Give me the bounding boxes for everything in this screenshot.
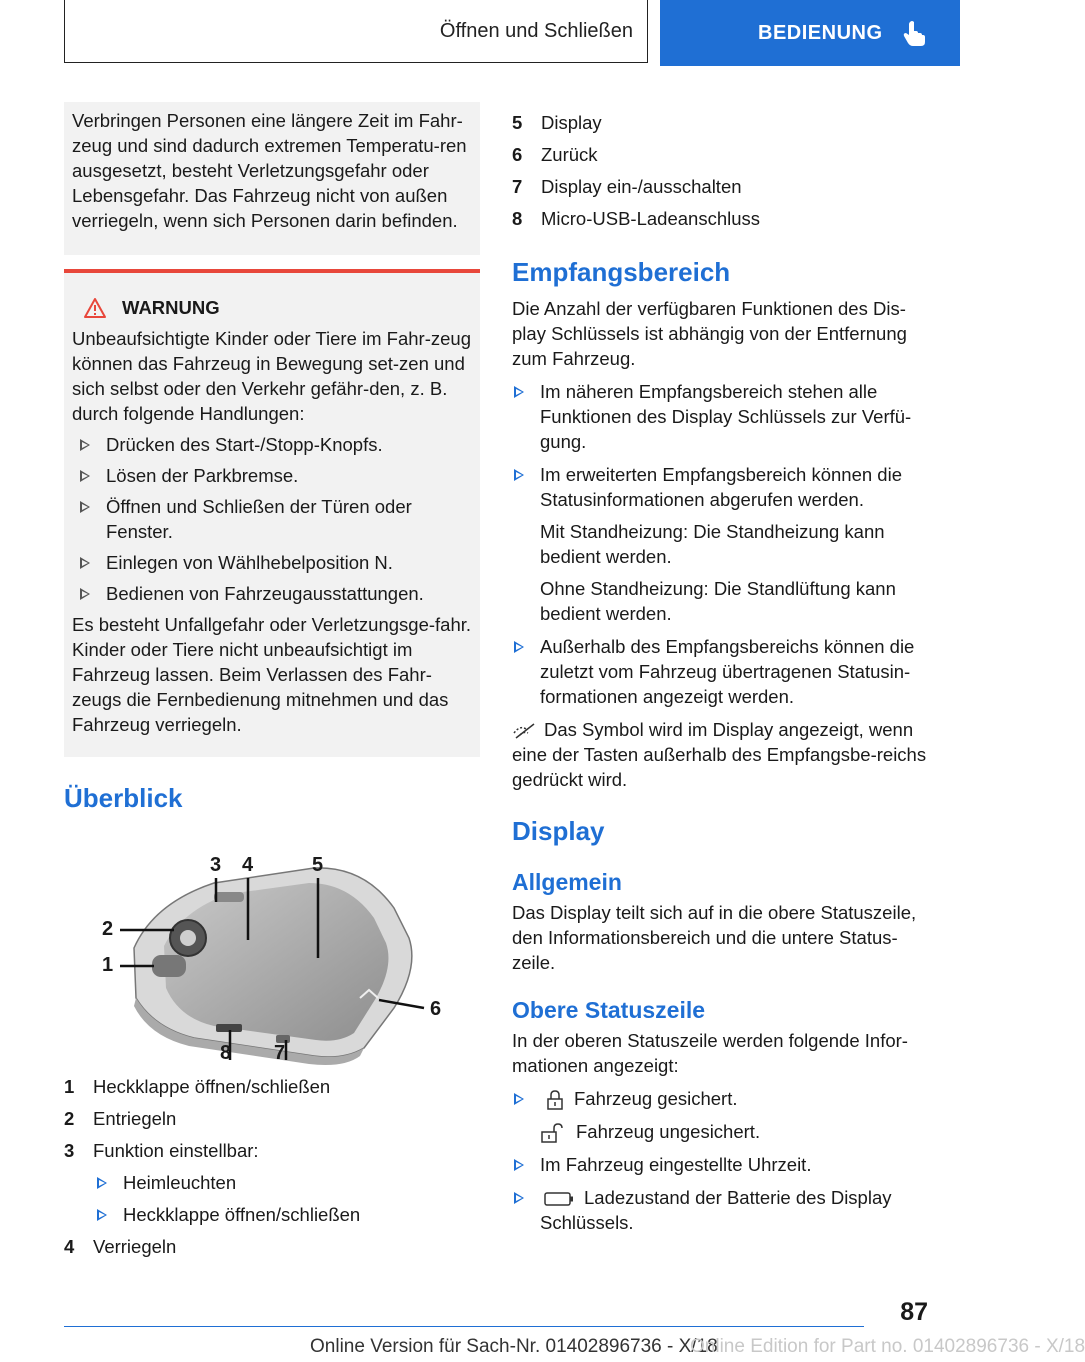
list-item: 3 Funktion einstellbar:	[64, 1140, 259, 1161]
lock-open-icon	[540, 1123, 564, 1143]
bullet-triangle-icon	[514, 1192, 524, 1204]
bullet-triangle-icon	[80, 439, 90, 451]
callout-1: 1	[102, 954, 114, 976]
list-item: Ladezustand der Batterie des Display Schlüssels.	[512, 1185, 932, 1235]
lock-closed-icon	[546, 1090, 564, 1110]
warning-title-text: WARNUNG	[122, 297, 220, 318]
general-text: Das Display teilt sich auf in die obere Statuszeile, den Informationsbereich und die untere Status-zeile.	[512, 902, 917, 973]
display-key-figure	[64, 828, 480, 1066]
list-item: 8 Micro-USB-Ladeanschluss	[512, 208, 761, 229]
list-item: Heimleuchten	[93, 1170, 480, 1195]
intro-note-box	[64, 102, 480, 255]
footer-online-version: Online Version für Sach-Nr. 01402896736 - X/18	[310, 1336, 718, 1357]
list-item: 1 Heckklappe öffnen/schließen	[64, 1076, 331, 1097]
warning-list	[72, 432, 472, 606]
chapter-tab	[660, 0, 960, 66]
list-item: Im erweiterten Empfangsbereich können die Statusinformationen abgerufen werden. Mit Standheizung: Die Standheizung kann bedient werden. Ohne Standheizung: Die Standlüftung kann bedient werden.	[512, 462, 932, 626]
bullet-triangle-icon	[514, 1093, 524, 1105]
battery-icon	[544, 1192, 574, 1206]
bullet-triangle-icon	[514, 469, 524, 481]
upper-status-heading: Obere Statuszeile	[512, 997, 706, 1023]
list-item: 4 Verriegeln	[64, 1236, 177, 1257]
bullet-triangle-icon	[514, 1159, 524, 1171]
warning-box	[64, 269, 480, 757]
chapter-title: BEDIENUNG	[758, 21, 883, 44]
warning-title	[72, 295, 472, 320]
display-heading: Display	[512, 816, 605, 846]
warning-text: Unbeaufsichtigte Kinder oder Tiere im Fahr-zeug können das Fahrzeug in Bewegung set-zen und sich selbst oder den Verkehr gefähr-den, z. B. durch folgende Handlungen:	[72, 328, 471, 424]
bullet-triangle-icon	[97, 1209, 107, 1221]
parts-list-right	[512, 110, 932, 231]
callout-5: 5	[312, 854, 324, 876]
unlocked-row: Fahrzeug ungesichert.	[540, 1119, 932, 1144]
list-item: Fahrzeug gesichert. Fahrzeug ungesichert.	[512, 1086, 932, 1144]
callout-4: 4	[242, 854, 254, 876]
list-item: Außerhalb des Empfangsbereichs können die zuletzt vom Fahrzeug übertragenen Statusin-formationen angezeigt werden.	[512, 634, 932, 709]
list-item: Bedienen von Fahrzeugausstattungen.	[72, 581, 472, 606]
intro-note-text: Verbringen Personen eine längere Zeit im Fahr-zeug und sind dadurch extremen Temperatu-ren ausgesetzt, besteht Verletzungsgefahr oder Lebensgefahr. Das Fahrzeug nicht von außen verriegeln, wenn sich Personen darin befinden.	[72, 110, 467, 231]
list-item: Lösen der Parkbremse.	[72, 463, 472, 488]
part3-sub-list	[93, 1170, 480, 1227]
list-item: 7 Display ein-/ausschalten	[512, 176, 742, 197]
status-list	[512, 1086, 932, 1235]
warning-triangle-icon	[84, 298, 106, 318]
footer-watermark: Online Edition for Part no. 01402896736 - X/18	[690, 1336, 1085, 1357]
list-item: Öffnen und Schließen der Türen oder Fenster.	[72, 494, 472, 544]
list-item: Einlegen von Wählhebelposition N.	[72, 550, 472, 575]
overview-heading: Überblick	[64, 783, 183, 813]
reception-list	[512, 379, 932, 709]
reception-intro: Die Anzahl der verfügbaren Funktionen des Dis-play Schlüssels ist abhängig von der Entfernung zum Fahrzeug.	[512, 298, 907, 369]
section-title: Öffnen und Schließen	[64, 0, 648, 63]
callout-8: 8	[220, 1042, 232, 1064]
reception-heading: Empfangsbereich	[512, 257, 731, 287]
warning-closing-text: Es besteht Unfallgefahr oder Verletzungsge-fahr. Kinder oder Tiere nicht unbeaufsichtigt im Fahrzeug lassen. Beim Verlassen des Fahr-zeugs die Fernbedienung mitnehmen und das Fahrzeug verriegeln.	[72, 614, 472, 735]
list-item: 6 Zurück	[512, 144, 598, 165]
footer-divider	[64, 1326, 864, 1327]
page-number: 87	[900, 1298, 928, 1326]
list-item: 5 Display	[512, 112, 602, 133]
list-item: Im näheren Empfangsbereich stehen alle Funktionen des Display Schlüssels zur Verfü-gung.	[512, 379, 932, 454]
page-header	[64, 0, 960, 66]
pointing-hand-icon	[903, 20, 925, 46]
out-of-range-icon	[512, 723, 538, 739]
list-item: Drücken des Start-/Stopp-Knopfs.	[72, 432, 472, 457]
bullet-triangle-icon	[80, 588, 90, 600]
callout-6: 6	[430, 998, 442, 1020]
parts-list-left	[64, 1074, 480, 1259]
list-item: Im Fahrzeug eingestellte Uhrzeit.	[512, 1152, 932, 1177]
callout-3: 3	[210, 854, 222, 876]
list-item: Heckklappe öffnen/schließen	[93, 1202, 480, 1227]
bullet-triangle-icon	[514, 386, 524, 398]
bullet-triangle-icon	[80, 470, 90, 482]
display-key-illustration	[64, 828, 480, 1066]
bullet-triangle-icon	[514, 641, 524, 653]
general-heading: Allgemein	[512, 869, 622, 895]
callout-7: 7	[274, 1042, 286, 1064]
list-item: 2 Entriegeln	[64, 1108, 177, 1129]
upper-status-intro: In der oberen Statuszeile werden folgende Infor-mationen angezeigt:	[512, 1030, 908, 1076]
bullet-triangle-icon	[97, 1177, 107, 1189]
bullet-triangle-icon	[80, 501, 90, 513]
symbol-note: Das Symbol wird im Display angezeigt, wenn eine der Tasten außerhalb des Empfangsbe-reichs gedrückt wird.	[512, 719, 927, 790]
left-column	[64, 102, 480, 1266]
bullet-triangle-icon	[80, 557, 90, 569]
right-column	[512, 102, 932, 1243]
callout-2: 2	[102, 918, 114, 940]
